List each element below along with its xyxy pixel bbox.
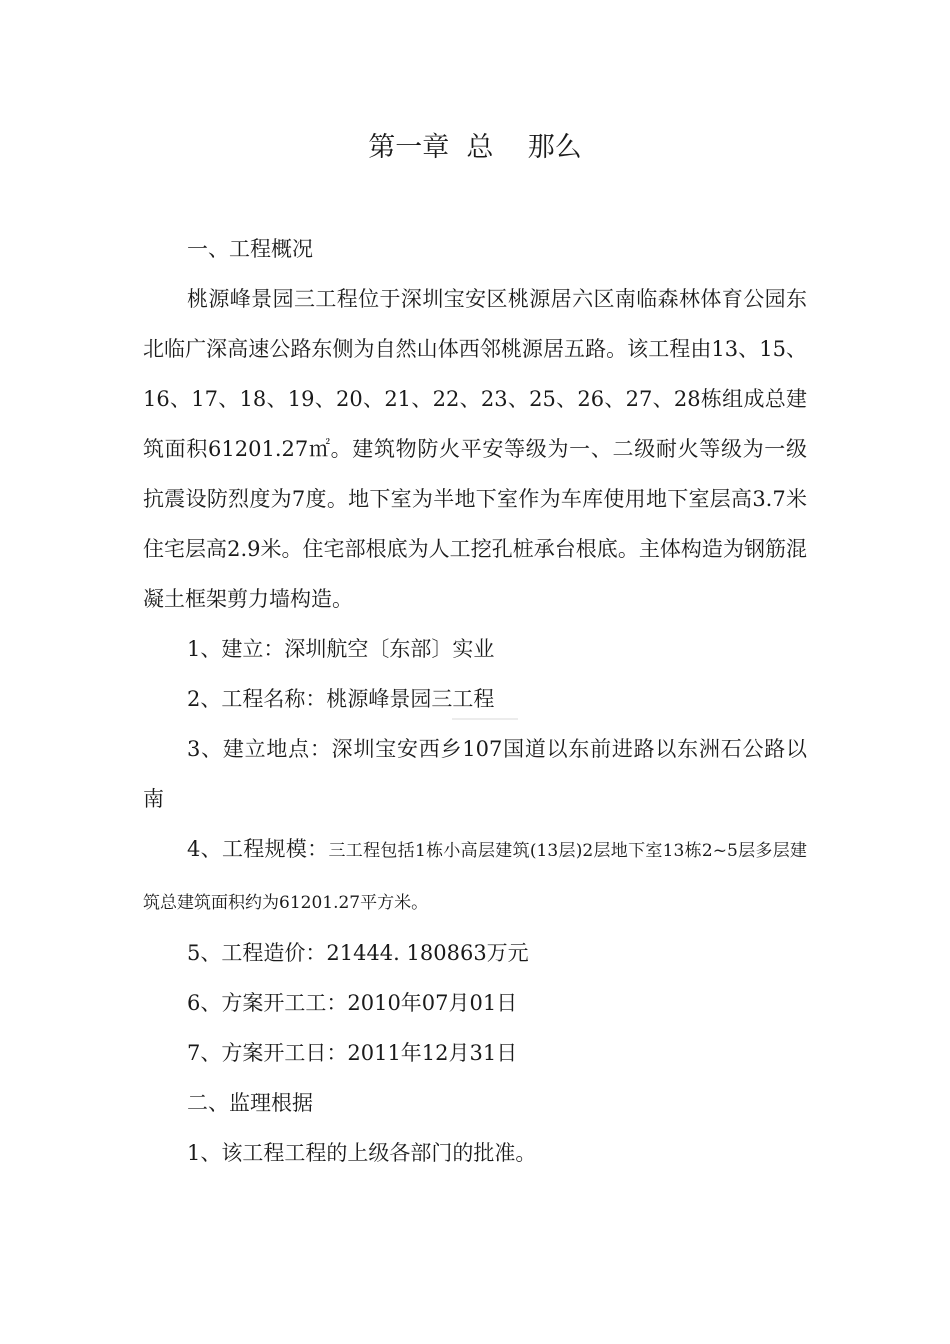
- section-heading-overview: 一、工程概况: [187, 237, 313, 261]
- item-project-name: 2、工程名称：桃源峰景园三工程: [187, 687, 495, 711]
- document-body: [143, 224, 807, 1178]
- item-scale: [143, 824, 807, 928]
- item-end-date: 7、方案开工日：2011年12月31日: [187, 1041, 518, 1065]
- basis-item-1: 1、该工程工程的上级各部门的批准。: [187, 1141, 537, 1165]
- item-developer: 1、建立：深圳航空〔东部〕实业: [187, 637, 495, 661]
- overview-paragraph: 桃源峰景园三工程位于深圳宝安区桃源居六区南临森林体育公园东北临广深高速公路东侧为自然山体西邻桃源居五路。该工程由13、15、16、17、18、19、20、21、22、23、25、26、27、28栋组成总建筑面积61201.27㎡。建筑物防火平安等级为一、二级耐火等级为一级抗震设防烈度为7度。地下室为半地下室作为车库使用地下室层高3.7米住宅层高2.9米。住宅部根底为人工挖孔桩承台根底。主体构造为钢筋混凝土框架剪力墙构造。: [143, 287, 807, 611]
- item-location: 3、建立地点：深圳宝安西乡107国道以东前进路以东洲石公路以南: [143, 737, 807, 811]
- chapter-title: 第一章 总 那么: [368, 132, 582, 163]
- item-scale-detail: 三工程包括1栋小高层建筑(13层)2层地下室13栋2~5层多层建筑总建筑面积约为61201.27平方米。: [143, 841, 807, 913]
- section-heading-basis: 二、监理根据: [187, 1091, 313, 1115]
- item-cost: 5、工程造价：21444. 180863万元: [187, 941, 529, 965]
- item-start-date: 6、方案开工工：2010年07月01日: [187, 991, 518, 1015]
- item-scale-label: 4、工程规模：: [187, 837, 329, 861]
- scan-artifact-line: [452, 718, 518, 720]
